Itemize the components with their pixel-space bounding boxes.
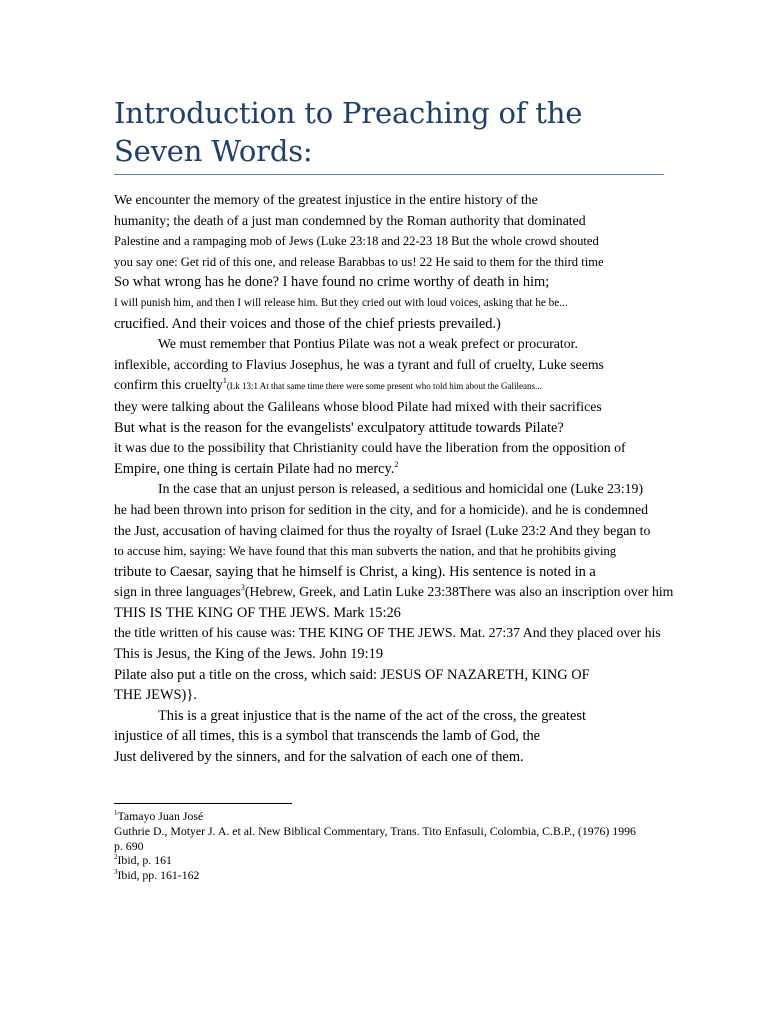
footnote-3	[114, 868, 674, 883]
text-line: he had been thrown into prison for sedition in the city, and for a homicide). and he is condemned	[114, 501, 648, 517]
text-line: humanity; the death of a just man condemned by the Roman authority that dominated	[114, 212, 586, 228]
footnote-1	[114, 809, 674, 824]
text-line: Pilate also put a title on the cross, which said: JESUS OF NAZARETH, KING OF	[114, 666, 590, 683]
text-line: THIS IS THE KING OF THE JEWS. Mark 15:26	[114, 604, 401, 621]
footnotes	[114, 809, 674, 883]
footnote-ref: 1	[222, 376, 227, 386]
text-line: Palestine and a rampaging mob of Jews (Luke 23:18 and 22-23 18 But the whole crowd shouted	[114, 234, 599, 249]
text-line: to accuse him, saying: We have found that this man subverts the nation, and that he prohibits giving	[114, 544, 617, 559]
title-underline	[114, 174, 664, 175]
text-line	[114, 459, 684, 480]
footnote-text: Ibid, p. 161	[117, 853, 172, 868]
text-line: injustice of all times, this is a symbol that transcends the lamb of God, the	[114, 728, 541, 745]
text-segment: sign in three languages	[114, 584, 241, 600]
text-line: In the case that an unjust person is released, a seditious and homicidal one (Luke 23:19)	[158, 481, 644, 497]
text-line: We must remember that Pontius Pilate was not a weak prefect or procurator.	[158, 336, 578, 352]
footnote-number: 3	[114, 868, 118, 877]
text-line: the title written of his cause was: THE KING OF THE JEWS. Mat. 27:37 And they placed over his	[114, 625, 661, 641]
text-line: you say one: Get rid of this one, and release Barabbas to us! 22 He said to them for the third time	[114, 254, 604, 269]
footnote-1-line-3: p. 690	[114, 838, 144, 853]
text-line: inflexible, according to Flavius Josephus, he was a tyrant and full of cruelty, Luke seems	[114, 356, 604, 372]
footnote-number: 1	[114, 809, 118, 817]
text-line: it was due to the possibility that Christianity could have the liberation from the opposition of	[114, 440, 626, 456]
text-line: This is a great injustice that is the name of the act of the cross, the greatest	[158, 707, 586, 724]
paragraph-2	[114, 334, 684, 479]
inline-note: (Lk 13:1 At that same time there were some present who told him about the Galileans...	[226, 381, 542, 392]
text-segment: (Hebrew, Greek, and Latin Luke 23:38There was also an inscription over him	[244, 584, 674, 600]
text-line: But what is the reason for the evangelists' exculpatory attitude towards Pilate?	[114, 419, 564, 436]
footnote-text: Tamayo Juan José	[117, 809, 204, 823]
text-line	[114, 375, 684, 397]
text-line: I will punish him, and then I will release him. But they cried out with loud voices, asking that he be...	[114, 296, 568, 309]
text-line: We encounter the memory of the greatest injustice in the entire history of the	[114, 192, 538, 207]
text-line: So what wrong has he done? I have found no crime worthy of death in him;	[114, 274, 550, 291]
footnote-1-line-2: Guthrie D., Motyer J. A. et al. New Biblical Commentary, Trans. Tito Enfasuli, Colombia, C.B.P., (1976) 1996	[114, 823, 636, 838]
footnote-separator	[114, 803, 292, 804]
text-line: crucified. And their voices and those of the chief priests prevailed.)	[114, 315, 501, 332]
footnote-ref: 2	[394, 459, 399, 469]
footnote-ref: 3	[240, 583, 245, 593]
title-line-2: Seven Words:	[114, 134, 313, 168]
text-line: THE JEWS)}.	[114, 687, 197, 704]
text-segment: confirm this cruelty	[114, 377, 223, 393]
text-line: the Just, accusation of having claimed for thus the royalty of Israel (Luke 23:2 And they began to	[114, 522, 651, 538]
text-segment: Empire, one thing is certain Pilate had no mercy.	[114, 460, 395, 477]
footnote-2	[114, 853, 674, 868]
text-line: tribute to Caesar, saying that he himself is Christ, a king). His sentence is noted in a	[114, 563, 596, 580]
text-line: This is Jesus, the King of the Jews. John 19:19	[114, 646, 384, 663]
text-line: Just delivered by the sinners, and for the salvation of each one of them.	[114, 749, 524, 766]
title-line-1: Introduction to Preaching of the	[114, 96, 583, 130]
footnote-text: Ibid, pp. 161-162	[117, 868, 200, 883]
paragraph-4	[114, 706, 684, 768]
document-body	[114, 190, 684, 768]
paragraph-1	[114, 190, 684, 334]
paragraph-3	[114, 479, 684, 706]
document-title	[114, 94, 674, 170]
text-line	[114, 582, 684, 603]
text-line: they were talking about the Galileans whose blood Pilate had mixed with their sacrifices	[114, 398, 602, 414]
footnote-number: 2	[114, 853, 118, 862]
